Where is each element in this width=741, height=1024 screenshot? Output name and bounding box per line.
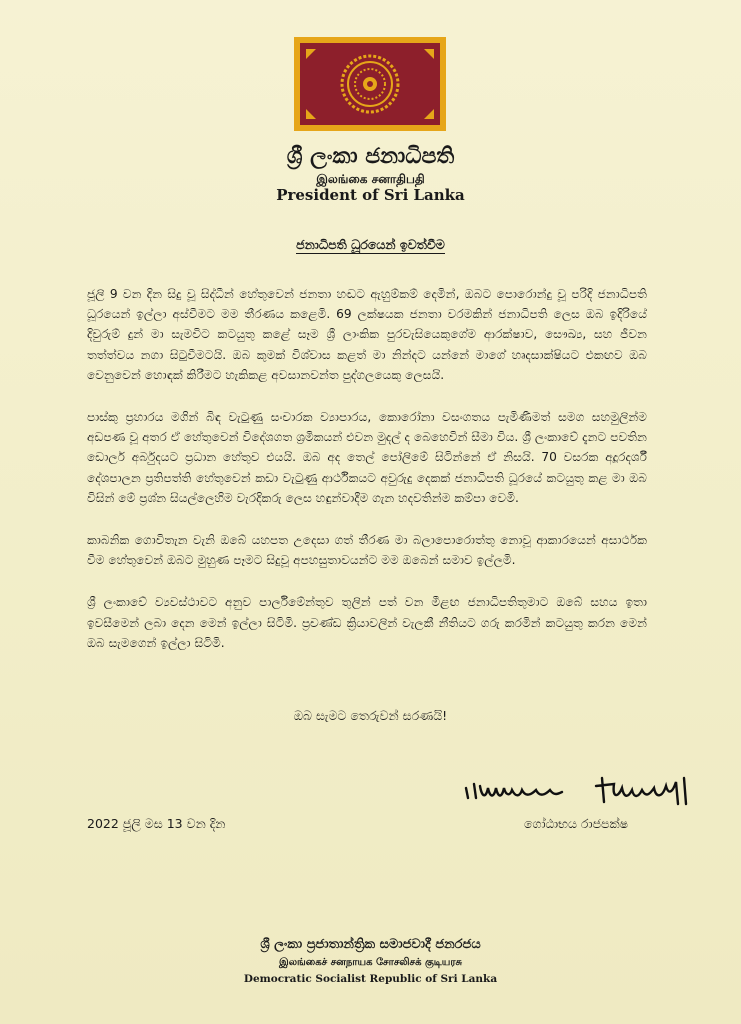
letterhead-title-sinhala: ශ්‍රී ලංකා ජනාධිපති [286,143,455,169]
corner-ornament-icon [422,47,436,61]
corner-ornament-icon [304,107,318,121]
letter-date: 2022 ජූලි මස 13 වන දින [87,816,226,831]
closing-blessing: ඔබ සැමට තෙරුවන් සරණයි! [293,708,448,723]
dharma-wheel-icon [338,52,402,116]
body-paragraph: ජූලි 9 වන දින සිදු වූ සිද්ධීන් හේතුවෙන් ජනතා හඬට ඇහුම්කම් දෙමින්, ඔබට පොරොන්දු වූ පරිදි ජනාධිපති ධූරයෙන් ඉල්ලා අස්වීමට මම තීරණය කළෙමි. 69 ලක්ෂයක ජනතා වරමකින් ජනාධිපති ලෙස ඔබ ඉදිරියේ දිවුරුම් දුන් මා සැමවිට කටයුතු කළේ සෑම ශ්‍රී ලාංකික පුරවැසියෙකුගේම ආරක්ෂාව, සෞඛ්‍ය, සහ ජීවන තත්ත්වය නගා සිටුවීමටයි. ඔබ කුමක් විශ්වාස කළත් මා නින්දට යන්නේ මාගේ හෘදසාක්ෂියට එකඟව ඔබ වෙනුවෙන් හොඳක් කිරීමට හැකිකළ අවසානවන්ත පුද්ගලයෙකු ලෙසයි. [87,287,647,382]
signature-mark [462,764,702,810]
footer-country-english: Democratic Socialist Republic of Sri Lanka [243,973,498,985]
letter-body [87,284,647,675]
letter-subject [0,237,741,253]
corner-ornament-icon [304,47,318,61]
body-paragraph: ශ්‍රී ලංකාවේ ව්‍යවස්ථාවට අනුව පාර්ලිමේන්තුව තුලින් පත් වන මීළඟ ජනාධිපතිතුමාට ඔබේ සහය ඉතා ඉවසීමෙන් ලබා දෙන මෙන් ඉල්ලා සිටිමි. ප්‍රචණ්ඩ ක්‍රියාවලින් වැලකී නීතියට ගරු කරමින් කටයුතු කරන මෙන් ඔබ සැමගෙන් ඉල්ලා සිටිමි. [87,595,647,650]
letter-subject-text: ජනාධිපති ධූරයෙන් ඉවත්වීම [296,237,445,252]
letterhead-title-tamil: இலங்கை சனாதிபதி [316,172,425,186]
footer-country-sinhala: ශ්‍රී ලංකා ප්‍රජාතාන්ත්‍රික සමාජවාදී ජනරජය [260,937,481,952]
signer-name: ගෝඨාභය රාජපක්ෂ [524,816,629,831]
letterhead-title-english: President of Sri Lanka [276,186,465,204]
corner-ornament-icon [422,107,436,121]
body-paragraph: කාබනික ගොවිතැන වැනි ඔබේ යහපත උදෙසා ගත් තීරණ මා බලාපොරොත්තු නොවූ ආකාරයෙන් අසාර්ථක වීම හේතුවෙන් ඔබට මුහුණ පෑමට සිදුවූ අපහසුතාවයන්ට මම ඔබෙන් සමාව ඉල්ලමි. [87,533,647,568]
footer-country-tamil: இலங்கைச் சனநாயக சோசலிசக் குடியரசு [278,957,463,968]
presidential-flag-icon [294,37,446,131]
body-paragraph: පාස්කු ප්‍රහාරය මගින් බිඳ වැටුණු සංචාරක ව්‍යාපාරය, කොරෝනා වසංගතය පැමිණීමත් සමග සහමුලින්ම අඩපණ වූ අතර ඒ හේතුවෙන් විදේශගත ශ්‍රමිකයන් එවන මුදල් ද බෙහෙවින් සීමා විය. ශ්‍රී ලංකාවේ දැනට පවතින ඩොලර් අර්බුදයට ප්‍රධාන හේතුව එයයි. ඔබ අද තෙල් පෝලිමේ සිටින්නේ ඒ නිසයි. 70 වසරක අදූරදර්ශී දේශපාලන ප්‍රතිපත්ති හේතුවෙන් කඩා වැටුණු ආර්ථිකයට අවුරුදු දෙකක් ජනාධිපති ධූරයේ කටයුතු කළ මා ඔබ විසින් මේ ප්‍රශ්න සියල්ලෙහිම වැරදිකරු ලෙස හඳුන්වාදීම ගැන හදවතින්ම කම්පා වෙමි. [87,410,647,505]
